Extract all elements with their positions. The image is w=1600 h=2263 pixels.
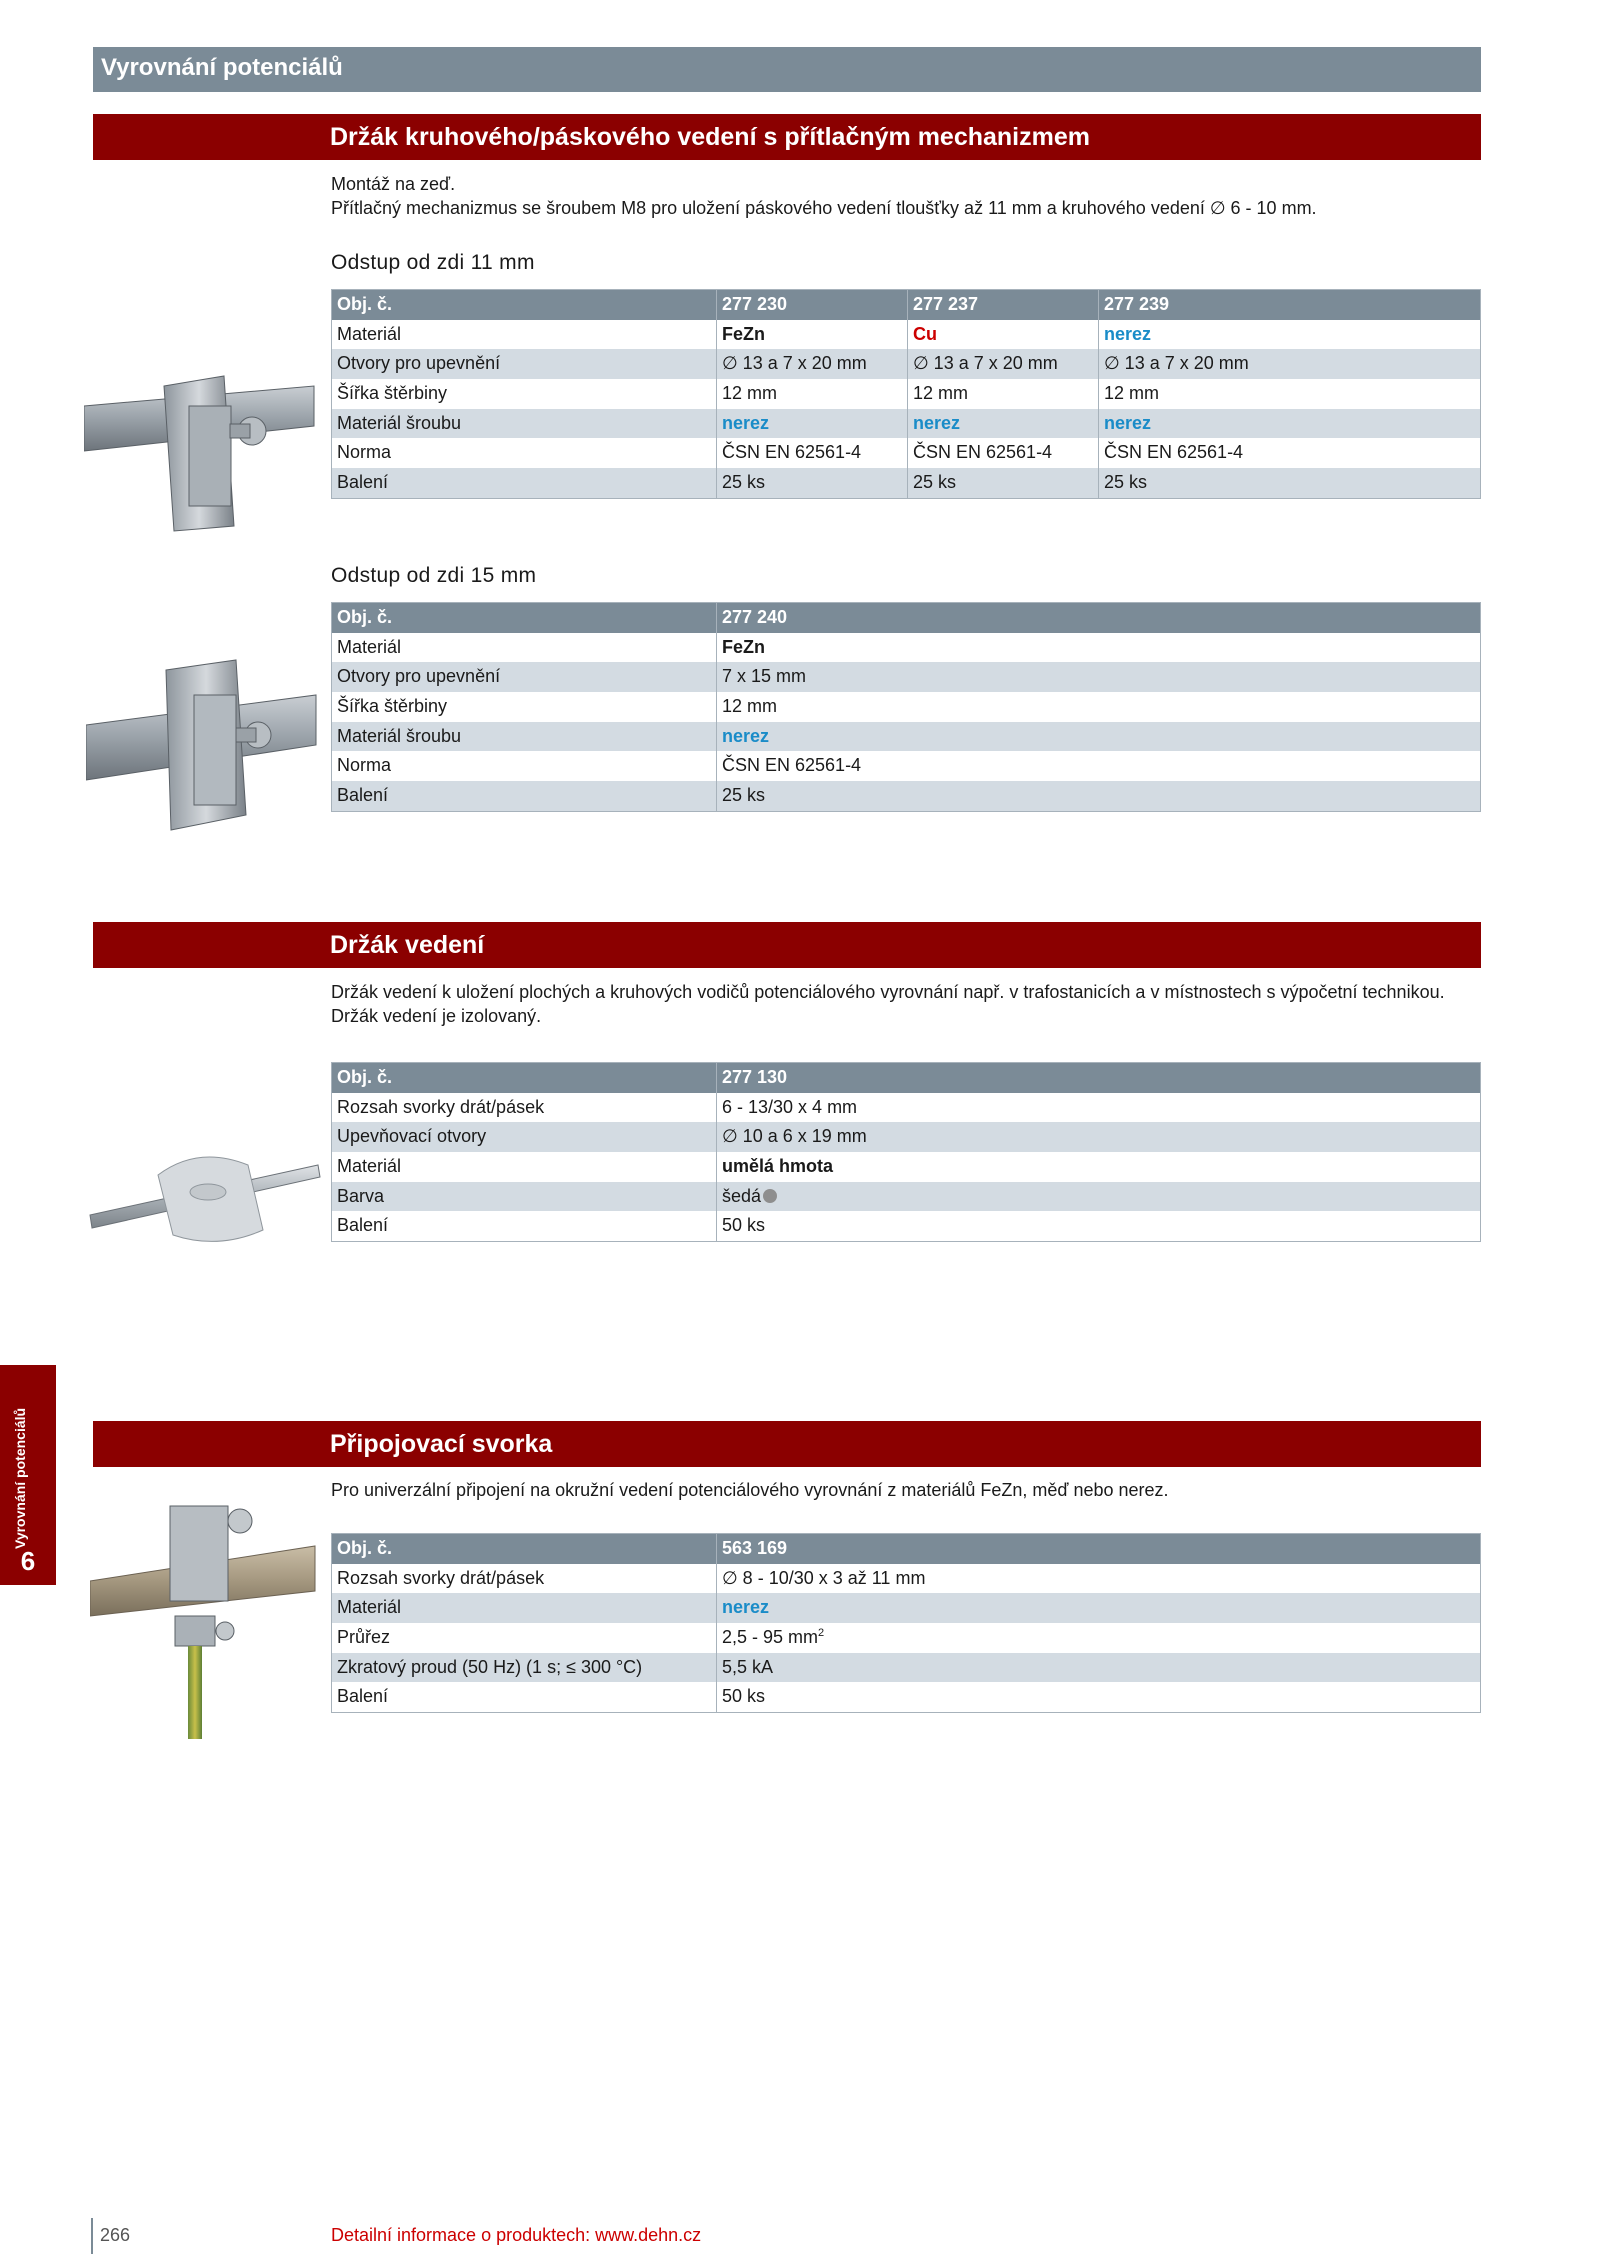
section-title: Držák kruhového/páskového vedení s přítlačným mechanizmem [330,123,1090,151]
table-header-row [332,290,1480,320]
row-label: Norma [337,755,392,776]
subtable-title: Odstup od zdi 11 mm [331,251,535,274]
header-cell: Obj. č. [337,1067,393,1087]
spec-table-277240 [331,602,1481,812]
clamp-563169-image [90,1486,330,1741]
cell: ∅ 13 a 7 x 20 mm [907,349,1098,379]
section-header-svorka [93,1421,1481,1467]
cell: 12 mm [1098,379,1302,409]
table-row [332,1122,1480,1152]
row-label: Materiál [337,1156,402,1177]
cross-section-value: 2,5 - 95 mm [722,1627,819,1648]
table-row [332,1623,1480,1653]
cell: ∅ 10 a 6 x 19 mm [716,1122,1480,1152]
table-row [332,633,1480,663]
description-line: Držák vedení je izolovaný. [331,1006,542,1026]
row-label: Zkratový proud (50 Hz) (1 s; ≤ 300 °C) [337,1656,643,1677]
side-tab-number: 6 [20,1546,36,1576]
row-label: Barva [337,1185,385,1206]
cell [716,1182,1480,1212]
description-line: Montáž na zeď. [331,174,456,194]
side-tab-label: Vyrovnání potenciálů [12,1407,28,1549]
row-label: Balení [337,1686,389,1707]
row-label: Materiál šroubu [337,725,462,746]
grey-color-swatch-icon [763,1189,777,1203]
row-label: Otvory pro upevnění [337,666,501,687]
header-cell: 277 237 [907,290,1098,320]
cell: 12 mm [716,379,907,409]
chapter-title: Vyrovnání potenciálů [101,54,343,81]
header-cell: 277 230 [716,290,907,320]
section-description [331,980,1481,1028]
header-cell: Obj. č. [337,1538,393,1558]
table-row [332,1593,1480,1623]
row-label: Balení [337,1215,389,1236]
table-row [332,1211,1480,1241]
cell: ∅ 8 - 10/30 x 3 až 11 mm [716,1564,1480,1594]
section-description [331,1478,1481,1502]
row-label: Rozsah svorky drát/pásek [337,1567,545,1588]
table-row [332,320,1480,350]
spec-table-563169 [331,1533,1481,1713]
cell: 25 ks [1098,468,1302,498]
header-cell: 277 130 [716,1063,1480,1093]
section-title: Držák vedení [330,931,485,959]
cell: FeZn [716,320,907,350]
cell: nerez [716,409,907,439]
cell: 50 ks [716,1682,1480,1712]
page-number: 266 [100,2225,131,2245]
table-row [332,379,1480,409]
section-header-holder2 [93,922,1481,968]
row-label: Rozsah svorky drát/pásek [337,1096,545,1117]
section-header-holder [93,114,1481,160]
row-label: Průřez [337,1627,391,1648]
row-label: Upevňovací otvory [337,1126,487,1147]
cell: 25 ks [716,781,1480,811]
table-row [332,1152,1480,1182]
table-row [332,1682,1480,1712]
table-row [332,409,1480,439]
superscript: 2 [818,1627,825,1640]
table-row [332,781,1480,811]
cell: 5,5 kA [716,1653,1480,1683]
header-cell: 563 169 [716,1534,1480,1564]
cell: ∅ 13 a 7 x 20 mm [716,349,907,379]
holder-277240-image [86,650,326,840]
row-label: Materiál [337,1597,402,1618]
header-cell: 277 239 [1098,290,1302,320]
cell: 6 - 13/30 x 4 mm [716,1093,1480,1123]
footer-divider [91,2218,93,2254]
row-label: Materiál [337,636,402,657]
cell: 7 x 15 mm [716,662,1480,692]
cell: nerez [716,722,1480,752]
cell: nerez [907,409,1098,439]
color-value: šedá [722,1185,762,1206]
table-row [332,349,1480,379]
row-label: Materiál šroubu [337,412,462,433]
description-line: Držák vedení k uložení plochých a kruhových vodičů potenciálového vyrovnání např. v trafostanicích a v místnostech s výpočetní technikou. [331,982,1445,1002]
footer-website-link[interactable]: Detailní informace o produktech: www.dehn.cz [331,2225,702,2245]
cell: nerez [716,1593,1480,1623]
chapter-header-band [93,47,1481,92]
row-label: Balení [337,785,389,806]
table-row [332,1093,1480,1123]
cell: ČSN EN 62561-4 [1098,438,1302,468]
cell: Cu [907,320,1098,350]
table-row [332,751,1480,781]
row-label: Norma [337,442,392,463]
cell: 50 ks [716,1211,1480,1241]
section-description [331,172,1481,220]
table-row [332,438,1480,468]
header-cell: Obj. č. [337,607,393,627]
table-row [332,722,1480,752]
table-row [332,662,1480,692]
cell: nerez [1098,409,1302,439]
description-line: Pro univerzální připojení na okružní vedení potenciálového vyrovnání z materiálů FeZn, měď nebo nerez. [331,1480,1169,1500]
chapter-side-tab [0,1365,56,1585]
row-label: Šířka štěrbiny [337,383,448,404]
subtable-title: Odstup od zdi 15 mm [331,564,537,587]
cell: 12 mm [716,692,1480,722]
row-label: Balení [337,472,389,493]
table-row [332,692,1480,722]
table-row [332,1564,1480,1594]
cell: 25 ks [716,468,907,498]
cell: ČSN EN 62561-4 [907,438,1098,468]
description-line: Přítlačný mechanizmus se šroubem M8 pro uložení páskového vedení tloušťky až 11 mm a kruhového vedení ∅ 6 - 10 mm. [331,198,1317,218]
row-label: Otvory pro upevnění [337,353,501,374]
table-row [332,468,1480,498]
cell: ČSN EN 62561-4 [716,438,907,468]
cell: FeZn [716,633,1480,663]
cell [716,1623,1480,1653]
table-row [332,1653,1480,1683]
cell: 25 ks [907,468,1098,498]
row-label: Šířka štěrbiny [337,696,448,717]
cell: umělá hmota [716,1152,1480,1182]
cell: 12 mm [907,379,1098,409]
cell: ∅ 13 a 7 x 20 mm [1098,349,1302,379]
spec-table-277130 [331,1062,1481,1242]
table-header-row [332,603,1480,633]
cell: ČSN EN 62561-4 [716,751,1480,781]
table-header-row [332,1534,1480,1564]
section-title: Připojovací svorka [330,1430,553,1458]
row-label: Materiál [337,323,402,344]
spec-table-277230 [331,289,1481,499]
cell: nerez [1098,320,1302,350]
header-cell: 277 240 [716,603,1480,633]
holder-277230-image [84,346,324,536]
table-header-row [332,1063,1480,1093]
table-row [332,1182,1480,1212]
holder-277130-image [88,1120,328,1260]
header-cell: Obj. č. [337,294,393,314]
